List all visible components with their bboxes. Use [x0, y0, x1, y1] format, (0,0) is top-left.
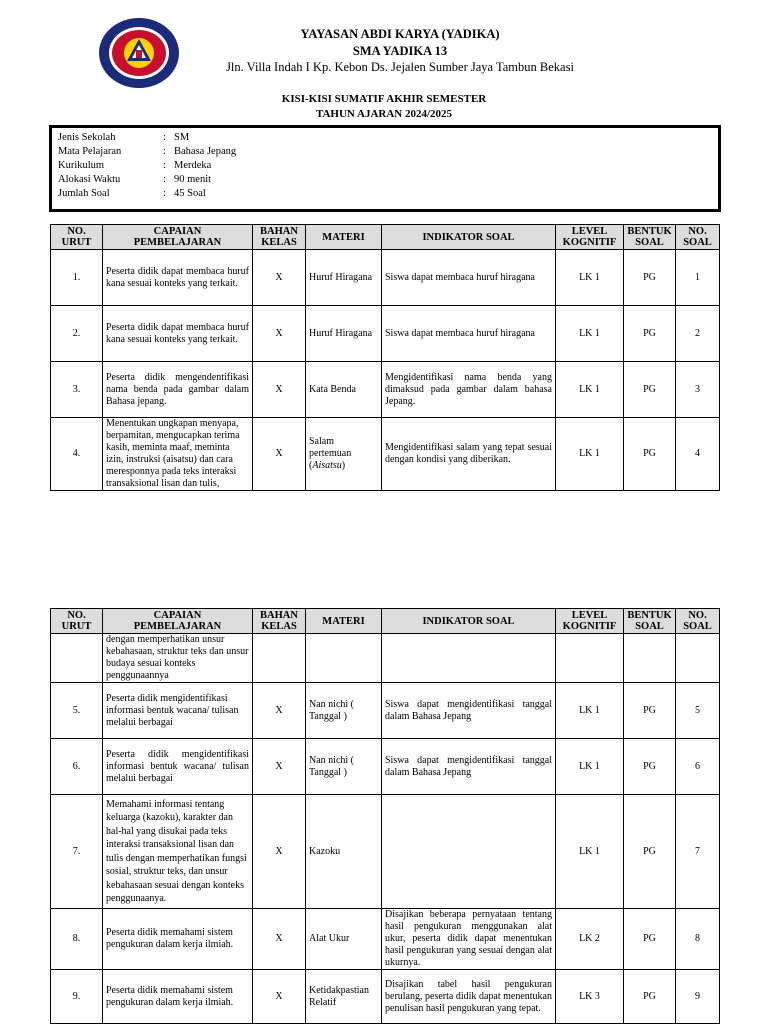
school-name: SMA YADIKA 13: [352, 44, 448, 58]
cell-indikator: [382, 634, 556, 683]
cell-no: 8.: [51, 909, 103, 970]
cell-capaian: dengan memperhatikan unsur kebahasaan, struktur teks dan unsur budaya sesuai konteks penggunaannya: [103, 634, 253, 683]
info-label: Mata Pelajaran: [58, 146, 122, 157]
table-row: [51, 250, 720, 306]
cell-no: 2.: [51, 306, 103, 362]
table-row: [51, 418, 720, 491]
cell-indikator: Disajikan beberapa pernyataan tentang hasil pengukuran menggunakan alat ukur, peserta didik dapat menentukan hasil pengukuran yang sesuai dengan alat ukurnya.: [382, 909, 556, 970]
cell-soal: 9: [676, 970, 720, 1024]
col-bentuk: BENTUK SOAL: [624, 225, 676, 250]
cell-level: LK 1: [556, 739, 624, 795]
cell-capaian: Peserta didik mengendentifikasi nama benda pada gambar dalam Bahasa jepang.: [103, 362, 253, 418]
cell-bahan: X: [253, 250, 306, 306]
col-indikator: INDIKATOR SOAL: [382, 609, 556, 634]
col-no-urut: NO. URUT: [51, 609, 103, 634]
cell-level: LK 3: [556, 970, 624, 1024]
cell-bentuk: PG: [624, 683, 676, 739]
cell-no: 1.: [51, 250, 103, 306]
cell-capaian: Peserta didik memahami sistem pengukuran dalam kerja ilmiah.: [103, 909, 253, 970]
info-value: Merdeka: [174, 160, 212, 171]
info-label: Jumlah Soal: [58, 188, 110, 199]
cell-bentuk: PG: [624, 795, 676, 909]
cell-soal: 2: [676, 306, 720, 362]
cell-level: LK 1: [556, 306, 624, 362]
col-no-soal: NO. SOAL: [676, 225, 720, 250]
col-capaian: CAPAIAN PEMBELAJARAN: [103, 609, 253, 634]
table-row: [51, 909, 720, 970]
cell-no: 9.: [51, 970, 103, 1024]
school-address: Jln. Villa Indah I Kp. Kebon Ds. Jejalen Sumber Jaya Tambun Bekasi: [226, 60, 574, 74]
col-bahan-kelas: BAHAN KELAS: [253, 225, 306, 250]
info-value: 45 Soal: [174, 188, 206, 199]
cell-bentuk: PG: [624, 306, 676, 362]
academic-year: TAHUN AJARAN 2024/2025: [315, 108, 453, 120]
info-label: Kurikulum: [58, 160, 105, 171]
info-box: Jenis Sekolah : SM Mata Pelajaran : Bahasa Jepang Kurikulum : Merdeka Alokasi Waktu : 90 menit Jumlah Soal : 45 Soal: [49, 125, 721, 212]
cell-indikator: Siswa dapat mengidentifikasi tanggal dalam Bahasa Jepang: [382, 739, 556, 795]
cell-bahan: X: [253, 362, 306, 418]
table-row: [51, 970, 720, 1024]
col-no-soal: NO. SOAL: [676, 609, 720, 634]
foundation-name: YAYASAN ABDI KARYA (YADIKA): [300, 27, 500, 41]
kisi-kisi-table: [50, 224, 720, 491]
cell-materi: Salam pertemuan (Aisatsu): [306, 418, 382, 491]
table-header-row: [51, 609, 720, 634]
col-level: LEVEL KOGNITIF: [556, 225, 624, 250]
table-row: [51, 739, 720, 795]
cell-bahan: X: [253, 739, 306, 795]
cell-soal: 1: [676, 250, 720, 306]
cell-materi: Kata Benda: [306, 362, 382, 418]
kisi-kisi-table-continued: [50, 608, 720, 1024]
cell-bahan: X: [253, 909, 306, 970]
cell-level: [556, 634, 624, 683]
cell-bentuk: PG: [624, 970, 676, 1024]
cell-no: 5.: [51, 683, 103, 739]
col-bentuk: BENTUK SOAL: [624, 609, 676, 634]
table-row: [51, 795, 720, 909]
info-value: 90 menit: [174, 174, 212, 185]
table-row: [51, 683, 720, 739]
cell-level: LK 2: [556, 909, 624, 970]
cell-no: 4.: [51, 418, 103, 491]
cell-materi: Ketidakpastian Relatif: [306, 970, 382, 1024]
cell-soal: 7: [676, 795, 720, 909]
cell-soal: 8: [676, 909, 720, 970]
cell-bentuk: PG: [624, 250, 676, 306]
cell-capaian: Menentukan ungkapan menyapa, berpamitan, mengucapkan terima kasih, meminta maaf, meminta izin, instruksi (aisatsu) dan cara meresponnya pada teks interaksi transaksional lisan dan tulis,: [103, 418, 253, 491]
cell-indikator: Mengidentifikasi salam yang tepat sesuai dengan kondisi yang diberikan.: [382, 418, 556, 491]
cell-bentuk: [624, 634, 676, 683]
col-bahan-kelas: BAHAN KELAS: [253, 609, 306, 634]
cell-capaian: Memahami informasi tentang keluarga (kazoku), karakter dan hal-hal yang disukai pada teks interaksi transaksional lisan dan tulis dengan memperhatikan fungsi sosial, struktur teks, dan unsur kebahasaan sesuai dengan konteks penggunaanya.: [103, 795, 253, 909]
document-title: KISI-KISI SUMATIF AKHIR SEMESTER: [281, 93, 487, 105]
cell-materi: Huruf Hiragana: [306, 250, 382, 306]
info-value: Bahasa Jepang: [174, 146, 237, 157]
cell-soal: 4: [676, 418, 720, 491]
cell-capaian: Peserta didik memahami sistem pengukuran dalam kerja ilmiah.: [103, 970, 253, 1024]
table-row: [51, 634, 720, 683]
table-row: [51, 306, 720, 362]
cell-bahan: X: [253, 970, 306, 1024]
cell-soal: [676, 634, 720, 683]
cell-bentuk: PG: [624, 362, 676, 418]
cell-soal: 5: [676, 683, 720, 739]
cell-indikator: Disajikan tabel hasil pengukuran berulang, peserta didik dapat menentukan penulisan hasil pengukuran yang tepat.: [382, 970, 556, 1024]
cell-capaian: Peserta didik mengidentifikasi informasi bentuk wacana/ tulisan melalui berbagai: [103, 683, 253, 739]
cell-level: LK 1: [556, 362, 624, 418]
col-materi: MATERI: [306, 225, 382, 250]
cell-indikator: [382, 795, 556, 909]
cell-bahan: X: [253, 795, 306, 909]
cell-soal: 6: [676, 739, 720, 795]
cell-bentuk: PG: [624, 418, 676, 491]
cell-level: LK 1: [556, 795, 624, 909]
col-level: LEVEL KOGNITIF: [556, 609, 624, 634]
col-materi: MATERI: [306, 609, 382, 634]
cell-materi: Huruf Hiragana: [306, 306, 382, 362]
cell-level: LK 1: [556, 418, 624, 491]
cell-no: 3.: [51, 362, 103, 418]
cell-level: LK 1: [556, 250, 624, 306]
cell-materi: [306, 634, 382, 683]
cell-materi: Nan nichi ( Tanggal ): [306, 739, 382, 795]
info-label: Jenis Sekolah: [58, 132, 116, 143]
info-value: SM: [174, 132, 190, 143]
cell-bahan: [253, 634, 306, 683]
cell-bentuk: PG: [624, 909, 676, 970]
cell-capaian: Peserta didik dapat membaca huruf kana sesuai konteks yang terkait.: [103, 250, 253, 306]
cell-indikator: Siswa dapat mengidentifikasi tanggal dalam Bahasa Jepang: [382, 683, 556, 739]
cell-no: 7.: [51, 795, 103, 909]
cell-no: 6.: [51, 739, 103, 795]
cell-soal: 3: [676, 362, 720, 418]
table-row: [51, 362, 720, 418]
cell-indikator: Siswa dapat membaca huruf hiragana: [382, 250, 556, 306]
cell-materi: Nan nichi ( Tanggal ): [306, 683, 382, 739]
cell-indikator: Siswa dapat membaca huruf hiragana: [382, 306, 556, 362]
cell-bahan: X: [253, 306, 306, 362]
cell-materi: Alat Ukur: [306, 909, 382, 970]
table-header-row: [51, 225, 720, 250]
cell-bentuk: PG: [624, 739, 676, 795]
cell-level: LK 1: [556, 683, 624, 739]
cell-no: [51, 634, 103, 683]
cell-bahan: X: [253, 683, 306, 739]
cell-capaian: Peserta didik dapat membaca huruf kana sesuai konteks yang terkait.: [103, 306, 253, 362]
cell-indikator: Mengidentifikasi nama benda yang dimaksud pada gambar dalam bahasa Jepang.: [382, 362, 556, 418]
cell-bahan: X: [253, 418, 306, 491]
cell-materi: Kazoku: [306, 795, 382, 909]
cell-capaian: Peserta didik mengidentifikasi informasi bentuk wacana/ tulisan melalui berbagai: [103, 739, 253, 795]
col-no-urut: NO. URUT: [51, 225, 103, 250]
school-logo: [98, 17, 180, 89]
col-indikator: INDIKATOR SOAL: [382, 225, 556, 250]
col-capaian: CAPAIAN PEMBELAJARAN: [103, 225, 253, 250]
info-label: Alokasi Waktu: [58, 174, 121, 185]
